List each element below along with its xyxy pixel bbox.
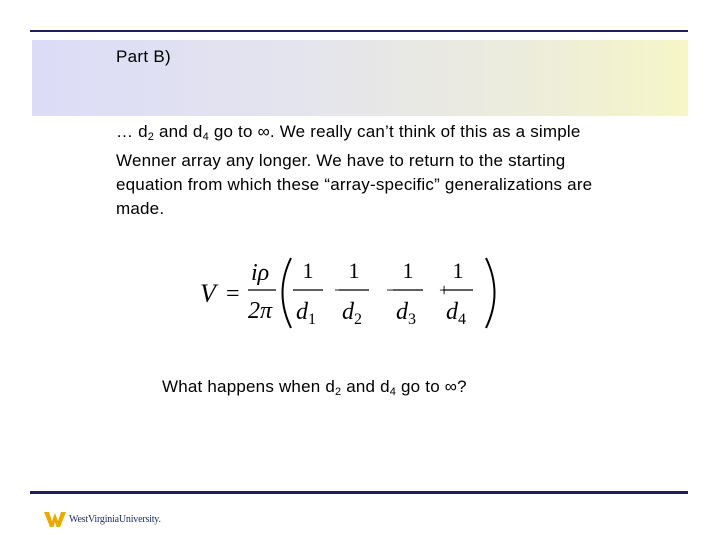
eq-prefactor-numerator: iρ: [251, 260, 270, 286]
wvu-logo: [44, 507, 161, 531]
eq-lhs: V: [200, 279, 216, 308]
body-subscript-2: 2: [147, 131, 155, 143]
slide-title: Part B): [116, 47, 172, 66]
eq-sign-3: −: [386, 280, 397, 300]
eq-term-numerator-1: 1: [302, 258, 314, 283]
body-tail: go to ∞. We really can’t think of this as a simple Wenner array any longer. We have to return to the starting equation from which these “array-specific” generalizations are made.: [116, 122, 593, 218]
question-mid: and d: [341, 377, 390, 396]
question-subscript-2: 2: [334, 386, 342, 398]
body-lead: … d: [116, 122, 148, 141]
eq-term-numerator-2: 1: [348, 258, 360, 283]
eq-equals: =: [226, 281, 240, 307]
eq-right-paren: [486, 258, 495, 328]
eq-term-denominator-1: $d_1$: [296, 299, 316, 328]
eq-sign-2: −: [334, 280, 345, 300]
question-text: [162, 377, 467, 398]
top-divider: [30, 30, 688, 32]
potential-equation: [196, 252, 506, 334]
bottom-divider: [30, 491, 688, 494]
logo-wordmark: WestVirginiaUniversity.: [69, 513, 161, 525]
question-subscript-4: 4: [389, 386, 397, 398]
eq-terms: [293, 258, 473, 328]
body-paragraph: [116, 120, 616, 221]
question-tail: go to ∞?: [396, 377, 467, 396]
flying-wv-icon: [44, 510, 66, 528]
eq-term-numerator-3: 1: [402, 258, 414, 283]
body-subscript-4: 4: [202, 131, 209, 143]
eq-left-paren: [283, 258, 292, 328]
eq-term-numerator-4: 1: [452, 258, 464, 283]
eq-term-denominator-4: $d_4$: [446, 299, 466, 328]
eq-prefactor-denominator: 2π: [248, 298, 273, 324]
eq-term-denominator-2: $d_2$: [342, 299, 362, 328]
eq-term-denominator-3: $d_3$: [396, 299, 416, 328]
eq-sign-4: +: [439, 280, 450, 300]
question-lead: What happens when d: [162, 377, 335, 396]
body-mid: and d: [154, 122, 203, 141]
